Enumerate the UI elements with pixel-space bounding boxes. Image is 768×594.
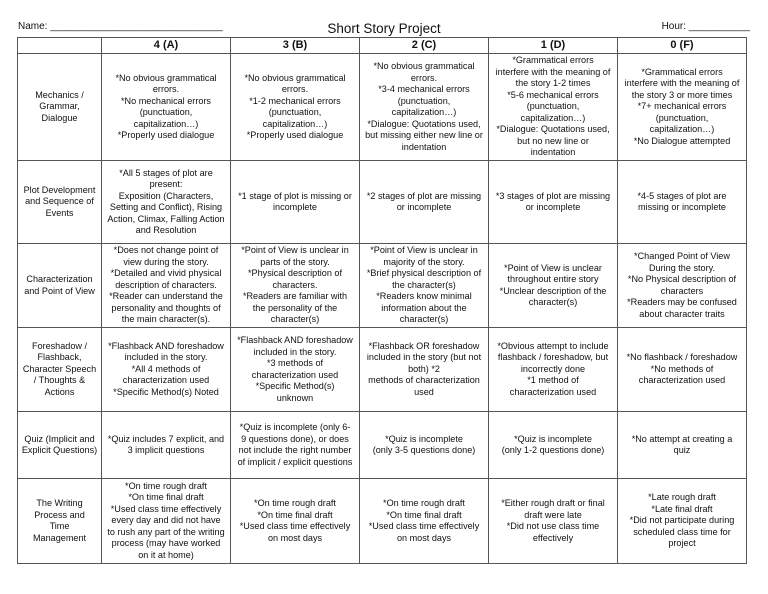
rubric-cell: *Quiz is incomplete (only 3-5 questions done) [360,412,489,479]
rubric-cell: *Flashback AND foreshadow included in the story. *3 methods of characterization used *Specific Method(s) unknown [231,328,360,412]
rubric-cell: *Obvious attempt to include flashback / foreshadow, but incorrectly done *1 method of characterization used [489,328,618,412]
rubric-cell: *Changed Point of View During the story. *No Physical description of characters *Readers may be confused about character traits [618,244,747,328]
rubric-cell: *Quiz is incomplete (only 6- 9 questions done), or does not include the right number of implicit / explicit questions [231,412,360,479]
criterion-cell: Plot Development and Sequence of Events [18,161,102,244]
rubric-cell: *Grammatical errors interfere with the meaning of the story 3 or more times *7+ mechanical errors (punctuation, capitalization…) *No Dialogue attempted [618,54,747,161]
criterion-cell: Mechanics / Grammar, Dialogue [18,54,102,161]
rubric-cell: *1 stage of plot is missing or incomplete [231,161,360,244]
rubric-cell: *All 5 stages of plot are present: Exposition (Characters, Setting and Conflict), Rising Action, Climax, Falling Action and Resolution [102,161,231,244]
column-header-1d: 1 (D) [489,38,618,54]
rubric-cell: *On time rough draft *On time final draft *Used class time effectively on most days [231,479,360,564]
rubric-cell: *Either rough draft or final draft were late *Did not use class time effectively [489,479,618,564]
rubric-cell: *2 stages of plot are missing or incomplete [360,161,489,244]
rubric-cell: *No flashback / foreshadow *No methods of characterization used [618,328,747,412]
rubric-row-quiz [18,412,747,479]
hour-field-label: Hour: ___________ [661,21,750,32]
column-header-2c: 2 (C) [360,38,489,54]
rubric-row-foreshadow [18,328,747,412]
column-header-3b: 3 (B) [231,38,360,54]
rubric-cell: *No attempt at creating a quiz [618,412,747,479]
rubric-cell: *No obvious grammatical errors. *1-2 mechanical errors (punctuation, capitalization…) *Properly used dialogue [231,54,360,161]
rubric-cell: *Point of View is unclear throughout entire story *Unclear description of the character(s) [489,244,618,328]
column-header-4a: 4 (A) [102,38,231,54]
rubric-cell: *Does not change point of view during the story. *Detailed and vivid physical description of characters. *Reader can understand the personality and thoughts of the main character(s). [102,244,231,328]
criterion-cell: Quiz (Implicit and Explicit Questions) [18,412,102,479]
rubric-cell: *On time rough draft *On time final draft *Used class time effectively on most days [360,479,489,564]
rubric-cell: *Quiz is incomplete (only 1-2 questions done) [489,412,618,479]
rubric-cell: *Grammatical errors interfere with the meaning of the story 1-2 times *5-6 mechanical errors (punctuation, capitalization…) *Dialogue: Quotations used, but no new line or indentation [489,54,618,161]
rubric-cell: *No obvious grammatical errors. *No mechanical errors (punctuation, capitalization…) *Properly used dialogue [102,54,231,161]
column-header-criterion [18,38,102,54]
rubric-cell: *Quiz includes 7 explicit, and 3 implicit questions [102,412,231,479]
rubric-cell: *4-5 stages of plot are missing or incomplete [618,161,747,244]
rubric-cell: *Point of View is unclear in majority of the story. *Brief physical description of the character(s) *Readers know minimal information about the character(s) [360,244,489,328]
rubric-row-plot [18,161,747,244]
page-title: Short Story Project [327,21,441,36]
rubric-cell: *Flashback AND foreshadow included in the story. *All 4 methods of characterization used *Specific Method(s) Noted [102,328,231,412]
page-header [18,18,750,38]
criterion-cell: The Writing Process and Time Management [18,479,102,564]
rubric-cell: *Point of View is unclear in parts of the story. *Physical description of characters. *Readers are familiar with the personality of the character(s) [231,244,360,328]
rubric-row-characterization [18,244,747,328]
rubric-cell: *3 stages of plot are missing or incomplete [489,161,618,244]
criterion-cell: Characterization and Point of View [18,244,102,328]
rubric-header-row [18,38,747,54]
rubric-cell: *Flashback OR foreshadow included in the story (but not both) *2 methods of characterization used [360,328,489,412]
rubric-row-writing-process [18,479,747,564]
rubric-cell: *Late rough draft *Late final draft *Did not participate during scheduled class time for project [618,479,747,564]
rubric-cell: *No obvious grammatical errors. *3-4 mechanical errors (punctuation, capitalization…) *Dialogue: Quotations used, but missing either new line or indentation [360,54,489,161]
column-header-0f: 0 (F) [618,38,747,54]
rubric-table [17,37,747,564]
criterion-cell: Foreshadow / Flashback, Character Speech / Thoughts & Actions [18,328,102,412]
rubric-cell: *On time rough draft *On time final draft *Used class time effectively every day and did not have to rush any part of the writing process (may have worked on it at home) [102,479,231,564]
name-field-label: Name: _______________________________ [18,21,223,32]
rubric-row-mechanics [18,54,747,161]
